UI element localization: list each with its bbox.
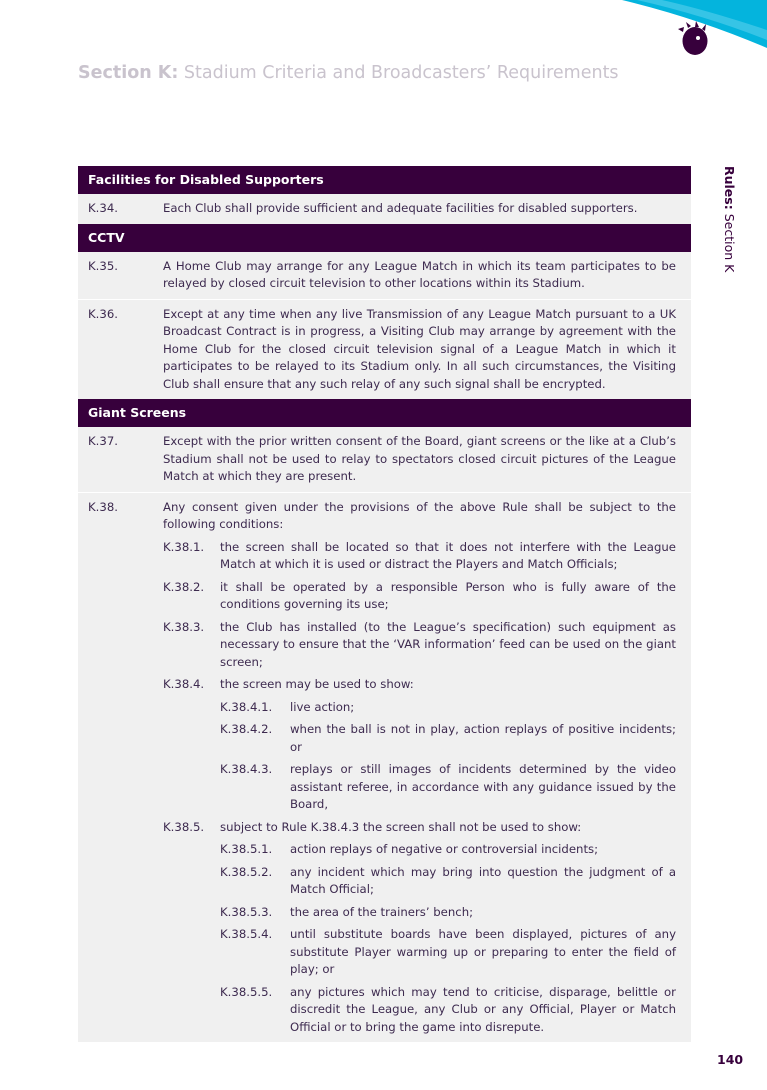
sub-sub-rule-text: when the ball is not in play, action replays of positive incidents; or bbox=[290, 722, 676, 754]
page-title: Section K: Stadium Criteria and Broadcasters’ Requirements bbox=[78, 63, 619, 83]
section-header-giant-screens: Giant Screens bbox=[78, 399, 691, 427]
sub-rule-text: subject to Rule K.38.4.3 the screen shall not be used to show: bbox=[220, 819, 582, 834]
rule-row-k38 bbox=[78, 493, 691, 1043]
rule-row-k35 bbox=[78, 252, 691, 300]
sub-sub-rule-k38-5-4 bbox=[220, 926, 676, 979]
rule-number: K.36. bbox=[88, 306, 118, 321]
sub-rule-text: the screen may be used to show: bbox=[220, 677, 414, 691]
rule-number: K.38. bbox=[88, 499, 118, 514]
sub-rule-k38-5-items bbox=[220, 841, 676, 1036]
sub-sub-rule-k38-5-1 bbox=[220, 841, 676, 859]
sub-sub-rule-number: K.38.4.1. bbox=[220, 699, 273, 714]
sub-sub-rule-number: K.38.4.2. bbox=[220, 722, 273, 736]
sub-rule-k38-4 bbox=[163, 676, 676, 694]
rule-number: K.35. bbox=[88, 258, 118, 273]
rule-body-k38 bbox=[163, 499, 676, 1037]
sub-sub-rule-text: action replays of negative or controversial incidents; bbox=[290, 842, 599, 856]
sub-sub-rule-text: any pictures which may tend to criticise, disparage, belittle or discredit the League, any Club or any Official, Player or Match Official or to bring the game into disrepute. bbox=[290, 984, 676, 1034]
section-header-disabled-supporters: Facilities for Disabled Supporters bbox=[78, 166, 691, 194]
sub-sub-rule-number: K.38.4.3. bbox=[220, 762, 273, 776]
rule-text: Each Club shall provide sufficient and adequate facilities for disabled supporters. bbox=[163, 201, 638, 215]
sub-rule-number: K.38.2. bbox=[163, 579, 205, 594]
sub-rule-number: K.38.3. bbox=[163, 619, 205, 634]
sub-sub-rule-k38-4-3 bbox=[220, 761, 676, 814]
sub-rule-k38-5 bbox=[163, 819, 676, 837]
rule-number: K.34. bbox=[88, 201, 118, 215]
sub-sub-rule-text: the area of the trainers’ bench; bbox=[290, 904, 474, 919]
rule-text: Any consent given under the provisions of the above Rule shall be subject to the following conditions: bbox=[163, 499, 676, 531]
rule-number: K.37. bbox=[88, 434, 118, 448]
premier-league-lion-icon bbox=[678, 21, 708, 55]
sub-sub-rule-number: K.38.5.2. bbox=[220, 864, 273, 879]
sub-sub-rule-k38-5-3 bbox=[220, 904, 676, 922]
sub-rule-text: the screen shall be located so that it does not interfere with the League Match at which it is used or distract the Players and Match Officials; bbox=[220, 539, 676, 571]
sub-rule-text: the Club has installed (to the League’s specification) such equipment as necessary to ensure that the ‘VAR information’ feed can be used on the giant screen; bbox=[220, 619, 676, 669]
rule-text: A Home Club may arrange for any League Match in which its team participates to be relayed by closed circuit television to other locations within its Stadium. bbox=[163, 258, 676, 290]
sub-sub-rule-k38-4-1 bbox=[220, 699, 676, 717]
rules-table bbox=[78, 166, 691, 1042]
sub-rule-number: K.38.5. bbox=[163, 819, 205, 834]
sub-sub-rule-number: K.38.5.1. bbox=[220, 842, 273, 856]
sub-sub-rule-number: K.38.5.4. bbox=[220, 927, 273, 941]
sub-rule-k38-3 bbox=[163, 619, 676, 672]
sub-sub-rule-text: replays or still images of incidents determined by the video assistant referee, in accordance with any guidance issued by the Board, bbox=[290, 762, 676, 811]
sub-rule-number: K.38.1. bbox=[163, 539, 205, 554]
rule-row-k36 bbox=[78, 300, 691, 400]
sub-sub-rule-k38-5-2 bbox=[220, 864, 676, 899]
sub-sub-rule-text: any incident which may bring into question the judgment of a Match Official; bbox=[290, 864, 676, 896]
rule-row-k37 bbox=[78, 427, 691, 493]
sub-sub-rule-k38-4-2 bbox=[220, 721, 676, 756]
page-number: 140 bbox=[717, 1052, 744, 1067]
section-header-cctv: CCTV bbox=[78, 224, 691, 252]
sub-sub-rule-k38-5-5 bbox=[220, 984, 676, 1037]
rule-row-k34 bbox=[78, 194, 691, 224]
rule-text: Except with the prior written consent of the Board, giant screens or the like at a Club’s Stadium shall not be used to relay to spectators closed circuit pictures of the League Match at which they are present. bbox=[163, 434, 676, 483]
side-section-label: Rules: Section K bbox=[722, 166, 737, 273]
sub-rule-text: it shall be operated by a responsible Person who is fully aware of the conditions governing its use; bbox=[220, 579, 676, 611]
sub-rule-k38-2 bbox=[163, 579, 676, 614]
sub-rule-k38-1 bbox=[163, 539, 676, 574]
rule-text: Except at any time when any live Transmission of any League Match pursuant to a UK Broadcast Contract is in progress, a Visiting Club may arrange by agreement with the Home Club for the closed circuit television signal of a League Match in which it participates to be relayed to its Stadium only. In all such circumstances, the Visiting Club shall ensure that any such relay of any such signal shall be encrypted. bbox=[163, 306, 676, 391]
sub-sub-rule-number: K.38.5.3. bbox=[220, 904, 273, 919]
sub-rule-k38-4-items bbox=[220, 699, 676, 814]
sub-sub-rule-text: until substitute boards have been displayed, pictures of any substitute Player warming up or preparing to enter the field of play; or bbox=[290, 927, 676, 976]
sub-sub-rule-text: live action; bbox=[290, 699, 355, 714]
sub-rule-number: K.38.4. bbox=[163, 677, 205, 691]
sub-sub-rule-number: K.38.5.5. bbox=[220, 984, 273, 999]
